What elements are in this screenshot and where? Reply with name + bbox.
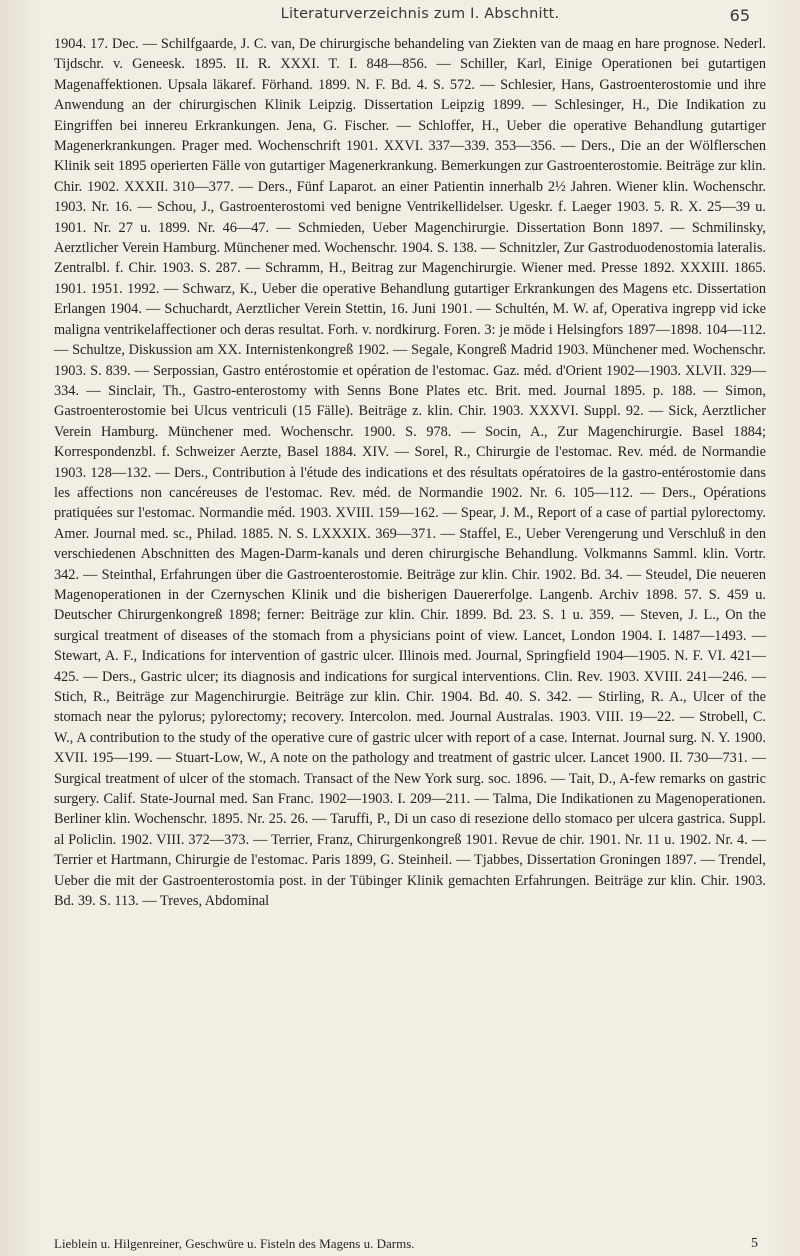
running-title: Literaturverzeichnis zum I. Abschnitt.: [280, 6, 560, 22]
signature-mark: 5: [751, 1236, 758, 1251]
bibliography-text: [54, 34, 766, 911]
bibliography-paragraph: 1904. 17. Dec. — Schilfgaarde, J. C. van, De chirurgische behandeling van Ziekten van de maag en hare prognose. Nederl. Tijdschr. v. Geneesk. 1895. II. R. XXXI. T. I. 848—856. — Schiller, Karl, Einige Operationen bei gutartigen Magenaffektionen. Upsala läkaref. Förhand. 1899. N. F. Bd. 4. S. 572. — Schlesier, Hans, Gastroenterostomie und ihre Anwendung an der chirurgischen Klinik Leipzig. Dissertation Leipzig 1899. — Schlesinger, H., Die Indikation zu Eingriffen bei innereu Erkrankungen. Jena, G. Fischer. — Schloffer, H., Ueber die operative Behandlung gutartiger Magenerkrankungen. Prager med. Wochenschrift 1901. XXVI. 337—339. 353—356. — Ders., Die an der Wölflerschen Klinik seit 1895 operierten Fälle von gutartiger Magenerkrankung. Bemerkungen zur Gastroenterostomie. Beiträge zur klin. Chir. 1902. XXXII. 310—377. — Ders., Fünf Laparot. an einer Patientin innerhalb 2½ Jahren. Wiener klin. Wochenschr. 1903. Nr. 16. — Schou, J., Gastroenterostomi ved benigne Ventrikellidelser. Ugeskr. f. Laeger 1903. 5. R. X. 25—39 u. 1901. Nr. 27 u. 1899. Nr. 46—47. — Schmieden, Ueber Magenchirurgie. Dissertation Bonn 1897. — Schmilinsky, Aerztlicher Verein Hamburg. Münchener med. Wochenschr. 1904. S. 138. — Schnitzler, Zur Gastroduodenostomia lateralis. Zentralbl. f. Chir. 1903. S. 287. — Schramm, H., Beitrag zur Magenchirurgie. Wiener med. Presse 1892. XXXIII. 1865. 1901. 1951. 1992. — Schwarz, K., Ueber die operative Behandlung gutartiger Erkrankungen des Magens etc. Dissertation Erlangen 1904. — Schuchardt, Aerztlicher Verein Stettin, 16. Juni 1901. — Schultén, M. W. af, Operativa ingrepp vid icke maligna ventrikelaffectioner och deras resultat. Forh. v. nordkirurg. Foren. 3: je möde i Helsingfors 1897—1898. 104—112. — Schultze, Diskussion am XX. Internistenkongreß 1902. — Segale, Kongreß Madrid 1903. Münchener med. Wochenschr. 1903. S. 839. — Serpossian, Gastro entérostomie et opération de l'estomac. Gaz. méd. d'Orient 1902—1903. XLVII. 329—334. — Sinclair, Th., Gastro-enterostomy with Senns Bone Plates etc. Brit. med. Journal 1895. p. 188. — Simon, Gastroenterostomie bei Ulcus ventriculi (15 Fälle). Beiträge z. klin. Chir. 1903. XXXVI. Suppl. 92. — Sick, Aerztlicher Verein Hamburg. Münchener med. Wochenschr. 1900. S. 978. — Socin, A., Zur Magenchirurgie. Basel 1884; Korrespondenzbl. f. Schweizer Aerzte, Basel 1884. XIV. — Sorel, R., Chirurgie de l'estomac. Rev. méd. de Normandie 1903. 128—132. — Ders., Contribution à l'étude des indications et des résultats opératoires de la gastro-entérostomie dans les affections non cancéreuses de l'estomac. Rev. méd. de Normandie 1902. Nr. 6. 105—112. — Ders., Opérations pratiquées sur l'estomac. Normandie méd. 1903. XVIII. 159—162. — Spear, J. M., Report of a case of partial pylorectomy. Amer. Journal med. sc., Philad. 1885. N. S. LXXXIX. 369—371. — Staffel, E., Ueber Verengerung und Verschluß in den verschiedenen Abschnitten des Magen-Darm-kanals und deren chirurgische Behandlung. Volkmanns Samml. klin. Vortr. 342. — Steinthal, Erfahrungen über die Gastroenterostomie. Beiträge zur klin. Chir. 1902. Bd. 34. — Steudel, Die neueren Magenoperationen in der Czernyschen Klinik und die bisherigen Dauererfolge. Langenb. Archiv 1898. 57. S. 459 u. Deutscher Chirurgenkongreß 1898; ferner: Beiträge zur klin. Chir. 1899. Bd. 23. S. 1 u. 359. — Steven, J. L., On the surgical treatment of diseases of the stomach from a physicians point of view. Lancet, London 1904. I. 1487—1493. — Stewart, A. F., Indications for intervention of gastric ulcer. Illinois med. Journal, Springfield 1904—1905. N. F. VI. 421—425. — Ders., Gastric ulcer; its diagnosis and indications for surgical interventions. Clin. Rev. 1903. XVIII. 241—246. — Stich, R., Beiträge zur Magenchirurgie. Beiträge zur klin. Chir. 1904. Bd. 40. S. 342. — Stirling, R. A., Ulcer of the stomach near the pylorus; pylorectomy; recovery. Intercolon. med. Journal Australas. 1903. VIII. 19—22. — Strobell, C. W., A contribution to the study of the operative cure of gastric ulcer with report of a case. Internat. Journal surg. N. Y. 1900. XVII. 195—199. — Stuart-Low, W., A note on the pathology and treatment of gastric ulcer. Lancet 1900. II. 730—731. — Surgical treatment of ulcer of the stomach. Transact of the New York surg. soc. 1896. — Tait, D., A-few remarks on gastric surgery. Calif. State-Journal med. San Franc. 1902—1903. I. 209—211. — Talma, Die Indikationen zu Magenoperationen. Berliner klin. Wochenschr. 1895. Nr. 25. 26. — Taruffi, P., Di un caso di resezione dello stomaco per ulcera gastrica. Suppl. al Policlin. 1902. VIII. 372—373. — Terrier, Franz, Chirurgenkongreß 1901. Revue de chir. 1901. Nr. 11 u. 1902. Nr. 4. — Terrier et Hartmann, Chirurgie de l'estomac. Paris 1899, G. Steinheil. — Tjabbes, Dissertation Groningen 1897. — Trendel, Ueber die mit der Gastroenterostomia post. in der Tübinger Klinik gemachten Erfahrungen. Beiträge zur klin. Chir. 1903. Bd. 39. S. 113. — Treves, Abdominal: [54, 36, 766, 910]
page-header: [90, 6, 750, 30]
footer-book-title: Lieblein u. Hilgenreiner, Geschwüre u. Fisteln des Magens u. Darms.: [54, 1236, 415, 1251]
page-number: 65: [729, 6, 750, 25]
